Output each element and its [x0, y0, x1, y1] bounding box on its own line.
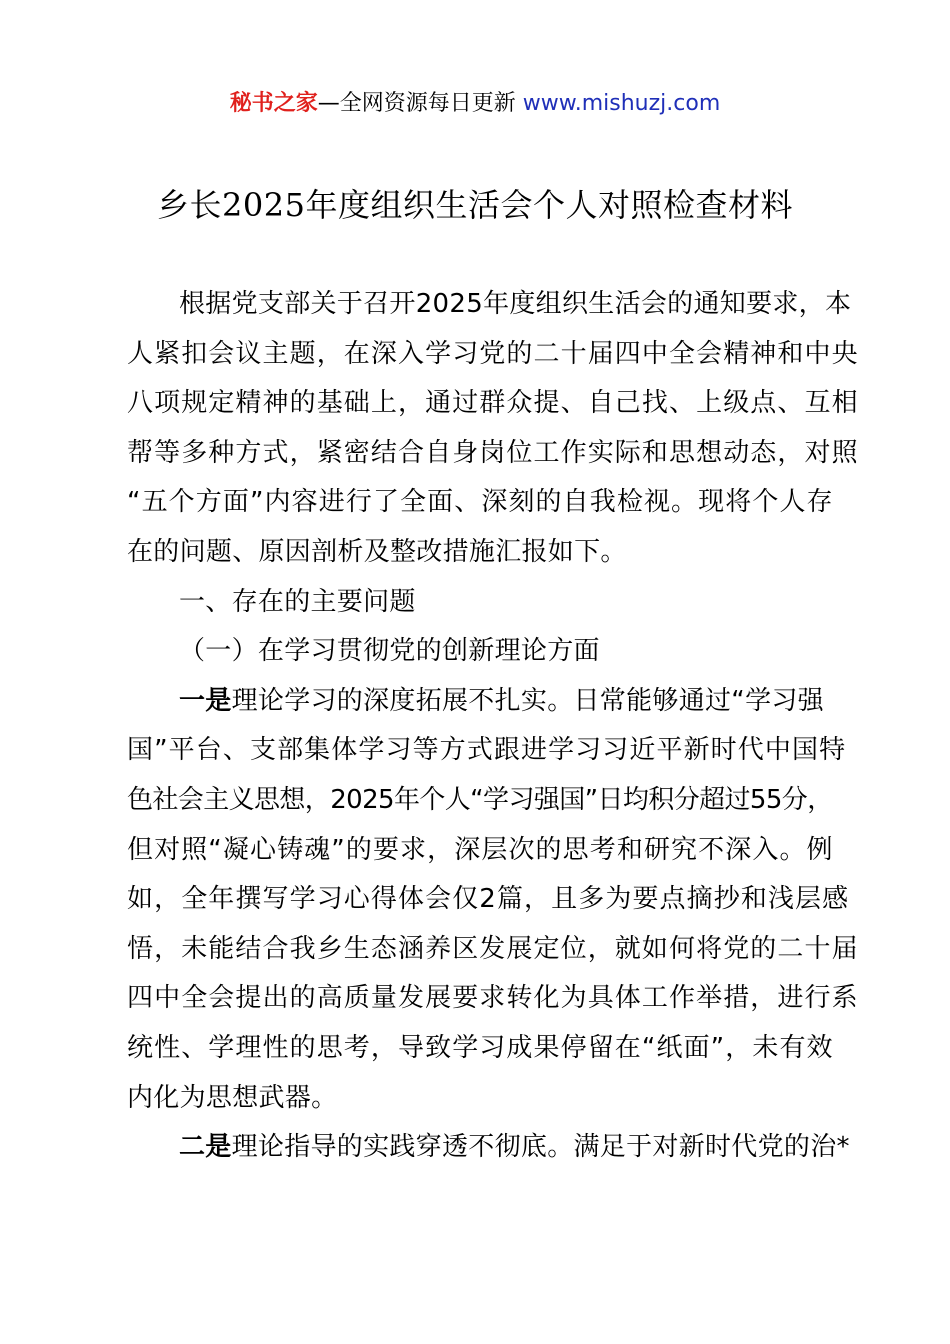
paragraph-line: 根据党支部关于召开2025年度组织生活会的通知要求，本: [179, 289, 852, 319]
point-one-lead: 一是: [179, 685, 232, 716]
paragraph-line: 悟，未能结合我乡生态涵养区发展定位，就如何将党的二十届: [127, 933, 859, 964]
point-two-lead: 二是: [179, 1132, 232, 1163]
paragraph-line: 在的问题、原因剖析及整改措施汇报如下。: [127, 536, 627, 567]
paragraph-line: 色社会主义思想，2025年个人“学习强国”日均积分超过55分，: [127, 784, 833, 815]
paragraph-line: 但对照“凝心铸魂”的要求，深层次的思考和研究不深入。例: [127, 834, 834, 865]
point-two-text: 理论指导的实践穿透不彻底。满足于对新时代党的治*: [231, 1132, 850, 1163]
paragraph-line: 内化为思想武器。: [127, 1082, 338, 1113]
paragraph-line: 帮等多种方式，紧密结合自身岗位工作实际和思想动态，对照: [127, 437, 859, 468]
site-header: [0, 88, 950, 120]
point-one-text: 理论学习的深度拓展不扎实。日常能够通过“学习强: [231, 685, 824, 716]
document-body: [127, 280, 859, 1173]
paragraph-line: 人紧扣会议主题，在深入学习党的二十届四中全会精神和中央: [127, 338, 859, 369]
paragraph-line: 八项规定精神的基础上，通过群众提、自己找、上级点、互相: [127, 388, 859, 419]
point-one-first-line: [127, 677, 833, 727]
paragraph-line: 统性、学理性的思考，导致学习成果停留在“纸面”，未有效: [127, 1032, 834, 1063]
header-tagline: —全网资源每日更新: [317, 91, 516, 116]
brand-name: 秘书之家: [229, 91, 318, 116]
subsection-heading: （一）在学习贯彻党的创新理论方面: [179, 636, 600, 667]
point-two-first-line: [127, 1123, 850, 1173]
section-heading: 一、存在的主要问题: [179, 586, 416, 617]
paragraph-line: “五个方面”内容进行了全面、深刻的自我检视。现将个人存: [127, 487, 834, 518]
paragraph-line: 如，全年撰写学习心得体会仅2篇，且多为要点摘抄和浅层感: [127, 884, 850, 915]
paragraph-line: 四中全会提出的高质量发展要求转化为具体工作举措，进行系: [127, 983, 859, 1014]
document-title: 乡长2025年度组织生活会个人对照检查材料: [157, 186, 793, 224]
paragraph-line: 国”平台、支部集体学习等方式跟进学习习近平新时代中国特: [127, 735, 847, 766]
site-url-link[interactable]: www.mishuzj.com: [522, 91, 721, 116]
